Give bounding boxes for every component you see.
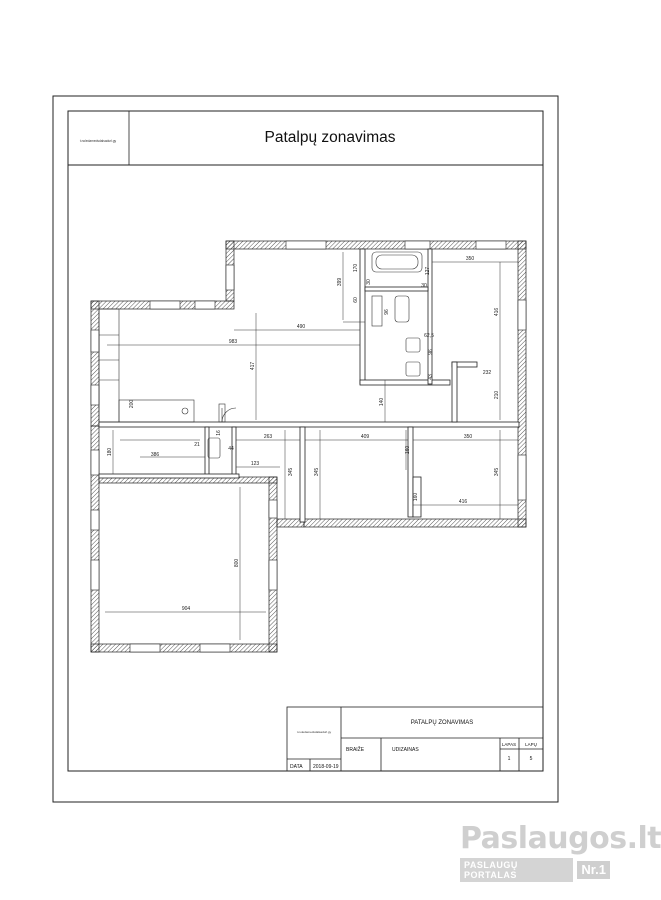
dim-label: 180	[107, 447, 113, 457]
dim-label: 44	[228, 446, 234, 452]
dim-label: 399	[337, 277, 343, 287]
dim-label: 30	[421, 283, 427, 289]
floor-plan	[91, 241, 526, 652]
dim-label: 96	[384, 309, 390, 315]
dim-label: 417	[250, 361, 256, 371]
dim-label: 416	[458, 499, 468, 505]
title-block	[287, 707, 543, 771]
dim-label: 60	[353, 297, 359, 303]
header-email: t.noledamedsdalsadurl.gy	[79, 139, 117, 143]
dim-label: 123	[250, 461, 260, 467]
data-value: 2018-09-19	[313, 764, 339, 770]
dim-label: 416	[494, 307, 500, 317]
windows	[91, 241, 526, 652]
dim-label: 127	[425, 266, 431, 276]
dim-label: 16	[216, 430, 222, 436]
braize-label: BRAIŽE	[346, 747, 365, 753]
dim-label: 490	[296, 324, 306, 330]
dim-label: 210	[494, 390, 500, 400]
dim-label: 232	[482, 370, 492, 376]
dim-label: 170	[353, 263, 359, 273]
dim-label: 200	[129, 399, 135, 409]
entry-door	[219, 404, 236, 422]
dim-label: 160	[413, 492, 419, 502]
dim-label: 30	[366, 279, 372, 285]
lapu-label: LAPŲ	[525, 742, 537, 747]
titleblock-title: PATALPŲ ZONAVIMAS	[410, 720, 474, 726]
braize-value: UDIZAINAS	[392, 747, 419, 753]
dim-label: 904	[181, 606, 191, 612]
dim-label: 409	[360, 434, 370, 440]
paslaugos-watermark	[460, 821, 661, 880]
dim-label: 345	[288, 467, 294, 477]
dim-label: 21	[194, 442, 200, 448]
dim-label: 350	[463, 434, 473, 440]
dim-label: 983	[228, 339, 238, 345]
dimension-lines	[105, 252, 518, 640]
dim-label: 263	[263, 434, 273, 440]
lapas-value: 1	[507, 756, 511, 762]
dim-label: 350	[465, 256, 475, 262]
dim-label: 345	[494, 467, 500, 477]
kitchen-counter	[99, 309, 194, 422]
drawing-frame	[68, 111, 543, 771]
dim-label: 345	[314, 467, 320, 477]
data-label: DATA	[290, 764, 303, 770]
dim-label: 62,5	[424, 333, 434, 339]
lapas-label: LAPAS	[501, 742, 517, 747]
dim-label: 43	[428, 374, 434, 380]
dim-label: 386	[150, 452, 160, 458]
sheet-border	[53, 96, 558, 802]
dim-label: 140	[379, 397, 385, 407]
watermark-badge: Nr.1	[577, 861, 610, 879]
dim-label: 800	[234, 558, 240, 568]
header-title: Patalpų zonavimas	[264, 129, 396, 146]
watermark-portal: PASLAUGŲ PORTALAS	[460, 858, 573, 882]
lapu-value: 5	[529, 756, 533, 762]
dim-label: 160	[405, 445, 411, 455]
titleblock-email: t.noledamedsdalsadurl.gy	[296, 730, 332, 734]
watermark-brand: Paslaugos.lt	[460, 821, 661, 856]
dim-label: 96	[428, 349, 434, 355]
